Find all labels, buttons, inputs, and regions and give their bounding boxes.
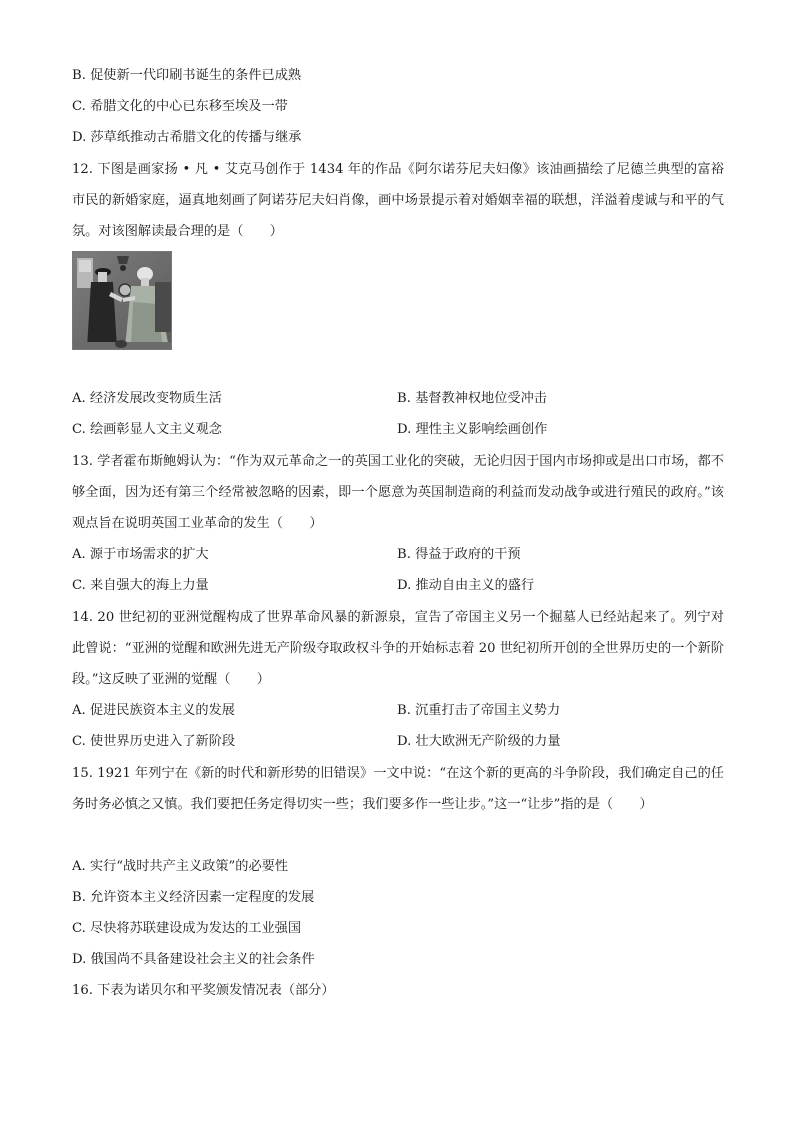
q14-option-a: A. 促进民族资本主义的发展 [72,703,235,718]
q15-option-b: B. 允许资本主义经济因素一定程度的发展 [72,890,315,905]
q14-option-b: B. 沉重打击了帝国主义势力 [397,703,561,718]
q13-stem: 13. 学者霍布斯鲍姆认为：“作为双元革命之一的英国工业化的突破，无论归因于国内市场抑或是出口市场，都不够全面，因为还有第三个经常被忽略的因素，即一个愿意为英国制造商的利益而发动战争或进行殖民的政府。”该观点旨在说明英国工业革命的发生（ ） [72,454,724,531]
arnolfini-portrait-image [72,251,172,350]
q12-option-c: C. 绘画彰显人文主义观念 [72,422,222,437]
q15-option-c: C. 尽快将苏联建设成为发达的工业强国 [72,921,302,936]
q12-option-a: A. 经济发展改变物质生活 [72,391,222,406]
q13-option-a: A. 源于市场需求的扩大 [72,547,209,562]
q13-option-b: B. 得益于政府的干预 [397,547,521,562]
q12-stem: 12. 下图是画家扬 • 凡 • 艾克马创作于 1434 年的作品《阿尔诺芬尼夫妇像》该油画描绘了尼德兰典型的富裕市民的新婚家庭，逼真地刻画了阿诺芬尼夫妇肖像，画中场景提示着对婚姻幸福的联想，洋溢着虔诚与和平的气氛。对该图解读最合理的是（ ） [72,162,724,239]
q16-stem: 16. 下表为诺贝尔和平奖颁发情况表（部分） [72,983,335,998]
q12-option-d: D. 理性主义影响绘画创作 [397,422,548,437]
q13-option-c: C. 来自强大的海上力量 [72,578,209,593]
q14-stem: 14. 20 世纪初的亚洲觉醒构成了世界革命风暴的新源泉，宣告了帝国主义另一个掘墓人已经站起来了。列宁对此曾说：“亚洲的觉醒和欧洲先进无产阶级夺取政权斗争的开始标志着 20 世纪初所开创的全世界历史的一个新阶段。”这反映了亚洲的觉醒（ ） [72,610,724,687]
q11-option-b: B. 促使新一代印刷书诞生的条件已成熟 [72,68,302,83]
q15-stem: 15. 1921 年列宁在《新的时代和新形势的旧错误》一文中说：“在这个新的更高的斗争阶段，我们确定自己的任务时务必慎之又慎。我们要把任务定得切实一些；我们要多作一些让步。”这一“让步”指的是（ ） [72,766,724,812]
q14-option-c: C. 使世界历史进入了新阶段 [72,734,236,749]
q14-option-d: D. 壮大欧洲无产阶级的力量 [397,734,561,749]
q15-option-d: D. 俄国尚不具备建设社会主义的社会条件 [72,952,315,967]
q11-option-c: C. 希腊文化的中心已东移至埃及一带 [72,99,288,114]
q15-option-a: A. 实行“战时共产主义政策”的必要性 [72,859,289,874]
q11-option-d: D. 莎草纸推动古希腊文化的传播与继承 [72,130,302,145]
q13-option-d: D. 推动自由主义的盛行 [397,578,535,593]
q12-option-b: B. 基督教神权地位受冲击 [397,391,547,406]
